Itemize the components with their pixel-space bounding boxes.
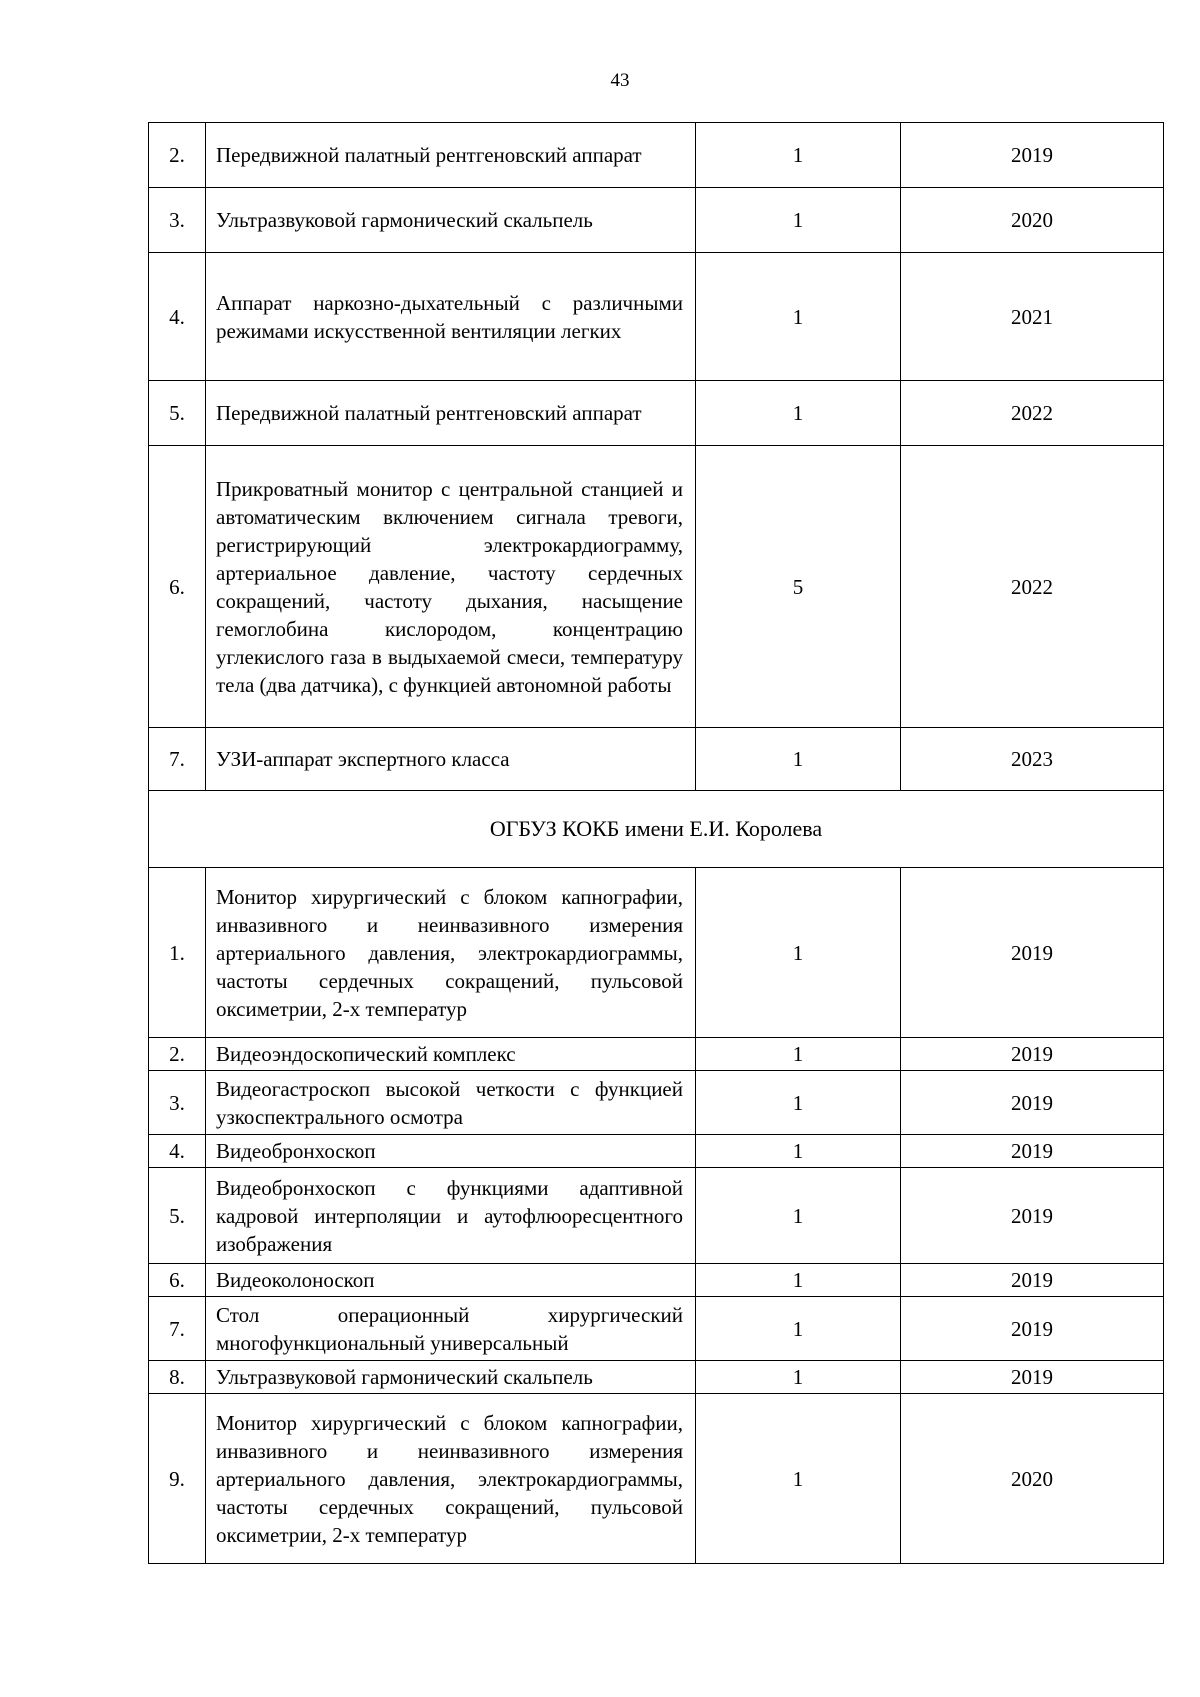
row-number: 9. [149, 1394, 206, 1564]
equipment-table [148, 122, 1164, 1564]
row-number: 4. [149, 1135, 206, 1168]
row-number: 2. [149, 1038, 206, 1071]
equipment-name: Стол операционный хирургический многофункциональный универсальный [206, 1297, 696, 1361]
equipment-year: 2019 [901, 1168, 1164, 1264]
equipment-name: Ультразвуковой гармонический скальпель [206, 188, 696, 253]
equipment-year: 2019 [901, 1135, 1164, 1168]
equipment-name: Видеобронхоскоп с функциями адаптивной кадровой интерполяции и аутофлюоресцентного изображения [206, 1168, 696, 1264]
equipment-quantity: 1 [696, 1394, 901, 1564]
table-row [149, 728, 1164, 791]
equipment-year: 2019 [901, 868, 1164, 1038]
row-number: 5. [149, 381, 206, 446]
row-number: 8. [149, 1361, 206, 1394]
table-row [149, 253, 1164, 381]
equipment-quantity: 1 [696, 188, 901, 253]
row-number: 3. [149, 1071, 206, 1135]
equipment-quantity: 1 [696, 728, 901, 791]
equipment-quantity: 1 [696, 868, 901, 1038]
equipment-name: Монитор хирургический с блоком капнографии, инвазивного и неинвазивного измерения артериального давления, электрокардиограммы, частоты сердечных сокращений, пульсовой оксиметрии, 2-х температур [206, 868, 696, 1038]
equipment-name: Монитор хирургический с блоком капнографии, инвазивного и неинвазивного измерения артериального давления, электрокардиограммы, частоты сердечных сокращений, пульсовой оксиметрии, 2-х температур [206, 1394, 696, 1564]
equipment-year: 2019 [901, 1297, 1164, 1361]
equipment-quantity: 1 [696, 1168, 901, 1264]
table-row [149, 123, 1164, 188]
equipment-name: Аппарат наркозно-дыхательный с различными режимами искусственной вентиляции легких [206, 253, 696, 381]
table-row [149, 1071, 1164, 1135]
equipment-quantity: 1 [696, 1038, 901, 1071]
page-number: 43 [610, 70, 630, 91]
row-number: 7. [149, 728, 206, 791]
table-row [149, 868, 1164, 1038]
equipment-year: 2022 [901, 446, 1164, 728]
equipment-year: 2019 [901, 1038, 1164, 1071]
table-row [149, 1038, 1164, 1071]
equipment-name: Видеогастроскоп высокой четкости с функцией узкоспектрального осмотра [206, 1071, 696, 1135]
table-row [149, 1361, 1164, 1394]
row-number: 1. [149, 868, 206, 1038]
equipment-year: 2020 [901, 188, 1164, 253]
equipment-name: Видеоколоноскоп [206, 1264, 696, 1297]
table-row [149, 1394, 1164, 1564]
table-row [149, 1297, 1164, 1361]
equipment-name: Видеоэндоскопический комплекс [206, 1038, 696, 1071]
equipment-year: 2020 [901, 1394, 1164, 1564]
equipment-quantity: 1 [696, 1264, 901, 1297]
row-number: 3. [149, 188, 206, 253]
table-row [149, 1135, 1164, 1168]
equipment-year: 2022 [901, 381, 1164, 446]
equipment-name: УЗИ-аппарат экспертного класса [206, 728, 696, 791]
row-number: 2. [149, 123, 206, 188]
row-number: 5. [149, 1168, 206, 1264]
table-row [149, 1264, 1164, 1297]
equipment-quantity: 1 [696, 1135, 901, 1168]
row-number: 7. [149, 1297, 206, 1361]
equipment-quantity: 1 [696, 123, 901, 188]
equipment-quantity: 5 [696, 446, 901, 728]
equipment-year: 2019 [901, 1071, 1164, 1135]
table-row [149, 188, 1164, 253]
equipment-name: Передвижной палатный рентгеновский аппарат [206, 381, 696, 446]
section-title: ОГБУЗ КОКБ имени Е.И. Королева [149, 791, 1164, 868]
row-number: 4. [149, 253, 206, 381]
equipment-name: Передвижной палатный рентгеновский аппарат [206, 123, 696, 188]
equipment-year: 2019 [901, 1361, 1164, 1394]
equipment-name: Прикроватный монитор с центральной станцией и автоматическим включением сигнала тревоги, регистрирующий электрокардиограмму, артериальное давление, частоту сердечных сокращений, частоту дыхания, насыщение гемоглобина кислородом, концентрацию углекислого газа в выдыхаемой смеси, температуру тела (два датчика), с функцией автономной работы [206, 446, 696, 728]
table-row [149, 381, 1164, 446]
table-row [149, 1168, 1164, 1264]
row-number: 6. [149, 446, 206, 728]
section-header-row [149, 791, 1164, 868]
row-number: 6. [149, 1264, 206, 1297]
equipment-quantity: 1 [696, 253, 901, 381]
table-row [149, 446, 1164, 728]
equipment-year: 2023 [901, 728, 1164, 791]
equipment-quantity: 1 [696, 1071, 901, 1135]
equipment-quantity: 1 [696, 1361, 901, 1394]
equipment-year: 2021 [901, 253, 1164, 381]
equipment-year: 2019 [901, 1264, 1164, 1297]
equipment-quantity: 1 [696, 381, 901, 446]
equipment-quantity: 1 [696, 1297, 901, 1361]
equipment-year: 2019 [901, 123, 1164, 188]
equipment-name: Ультразвуковой гармонический скальпель [206, 1361, 696, 1394]
equipment-name: Видеобронхоскоп [206, 1135, 696, 1168]
